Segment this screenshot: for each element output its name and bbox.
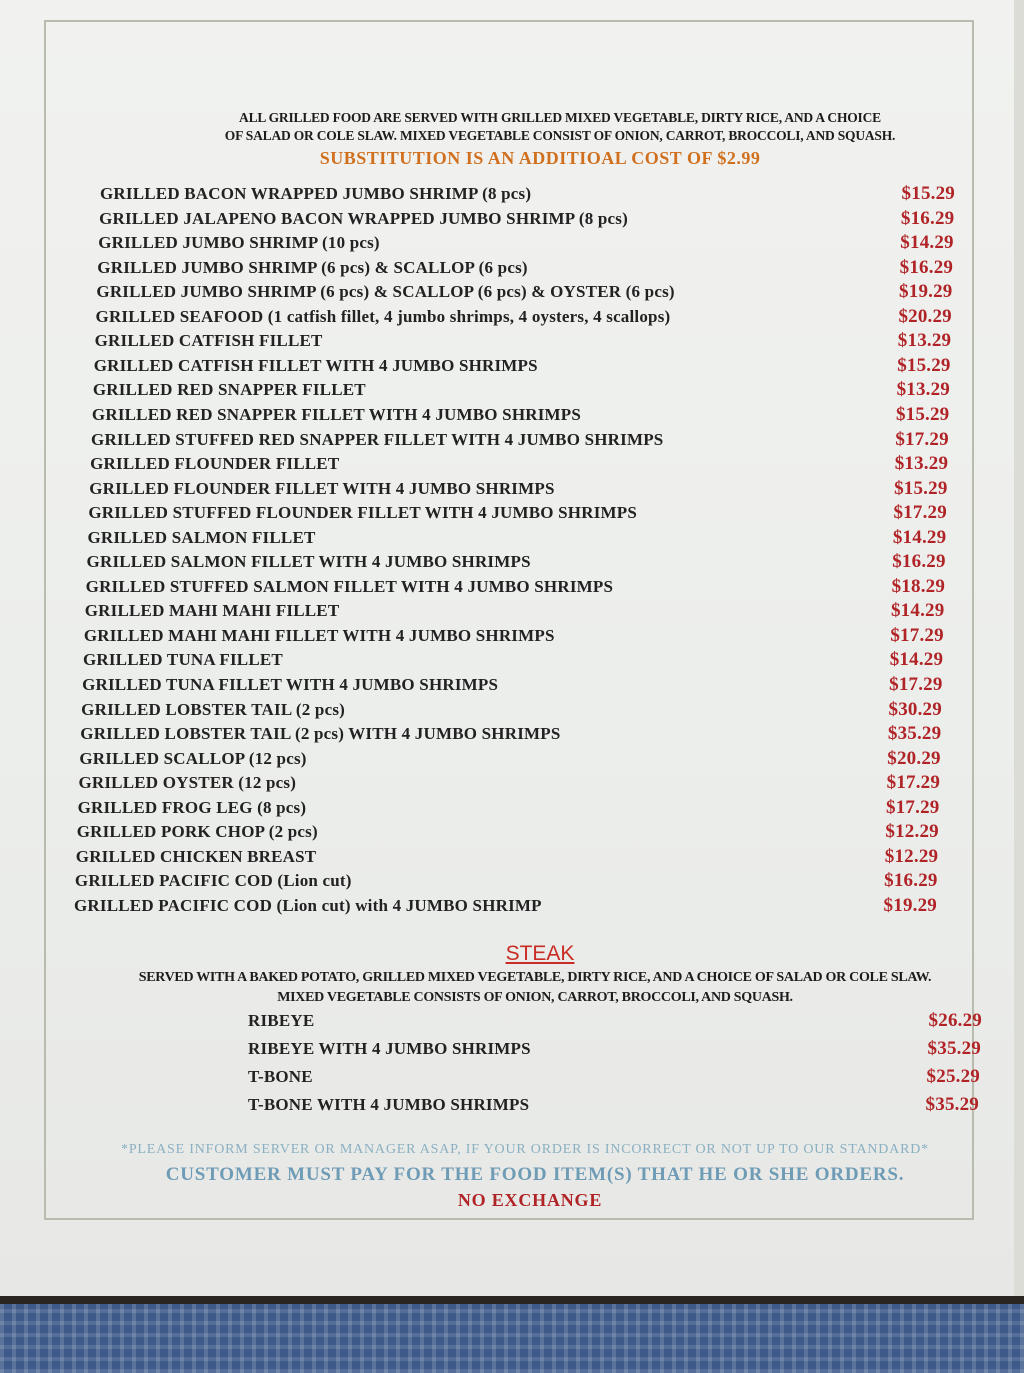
menu-item-row: [95, 330, 952, 352]
menu-item-row: [84, 625, 944, 647]
menu-item-name: GRILLED RED SNAPPER FILLET WITH 4 JUMBO SHRIMPS: [91, 404, 582, 424]
steak-item-row: [248, 1010, 982, 1032]
menu-item-row: [77, 821, 939, 843]
menu-item-name: GRILLED FLOUNDER FILLET: [90, 454, 340, 474]
menu-item-price: $12.29: [885, 821, 939, 843]
menu-item-name: GRILLED CATFISH FILLET: [94, 331, 323, 351]
menu-item-row: [96, 281, 952, 303]
menu-item-price: $15.29: [897, 354, 951, 376]
menu-item-row: [78, 772, 940, 794]
steak-item-row: [248, 1038, 981, 1060]
menu-item-price: $16.29: [884, 870, 938, 892]
steak-item-price: $35.29: [927, 1038, 981, 1059]
menu-item-name: GRILLED JUMBO SHRIMP (6 pcs) & SCALLOP (6 pcs): [97, 257, 528, 277]
menu-item-row: [81, 699, 942, 721]
menu-item-price: $14.29: [892, 526, 947, 548]
menu-item-price: $20.29: [898, 305, 952, 327]
steak-item-row: [248, 1066, 980, 1088]
menu-item-name: GRILLED PACIFIC COD (Lion cut) with 4 JUMBO SHRIMP: [74, 895, 542, 915]
menu-item-name: GRILLED TUNA FILLET: [82, 650, 283, 670]
menu-item-price: $17.29: [889, 674, 943, 695]
menu-item-row: [87, 551, 946, 573]
menu-item-row: [100, 183, 955, 205]
menu-item-name: GRILLED CATFISH FILLET WITH 4 JUMBO SHRIMPS: [93, 355, 538, 375]
menu-item-price: $14.29: [900, 232, 954, 254]
menu-item-name: GRILLED TUNA FILLET WITH 4 JUMBO SHRIMPS: [82, 675, 499, 694]
menu-item-name: GRILLED CHICKEN BREAST: [75, 846, 317, 866]
menu-item-name: GRILLED LOBSTER TAIL (2 pcs): [81, 699, 345, 719]
menu-item-row: [96, 306, 952, 328]
steak-item-name: T-BONE WITH 4 JUMBO SHRIMPS: [248, 1095, 530, 1114]
menu-item-name: GRILLED PACIFIC COD (Lion cut): [74, 871, 352, 891]
menu-item-row: [86, 576, 945, 598]
menu-item-row: [82, 674, 943, 696]
menu-item-row: [98, 232, 954, 254]
steak-item-row: [248, 1094, 979, 1116]
menu-item-price: $19.29: [899, 281, 953, 303]
menu-item-row: [90, 453, 948, 475]
menu-item-price: $16.29: [900, 207, 955, 229]
menu-item-price: $30.29: [888, 698, 942, 720]
menu-item-name: GRILLED STUFFED SALMON FILLET WITH 4 JUMBO SHRIMPS: [85, 576, 614, 596]
steak-item-price: $26.29: [928, 1010, 982, 1031]
steak-intro-line-1: SERVED WITH A BAKED POTATO, GRILLED MIXED VEGETABLE, DIRTY RICE, AND A CHOICE OF SALAD OR COLE SLAW.: [138, 970, 932, 985]
menu-item-name: GRILLED MAHI MAHI FILLET: [84, 601, 340, 621]
menu-item-name: GRILLED RED SNAPPER FILLET: [92, 380, 366, 400]
steak-item-name: RIBEYE WITH 4 JUMBO SHRIMPS: [248, 1039, 531, 1058]
menu-item-row: [79, 748, 940, 770]
menu-item-price: $17.29: [895, 428, 949, 450]
menu-item-price: $15.29: [895, 403, 950, 425]
menu-item-price: $13.29: [894, 453, 949, 475]
menu-item-price: $35.29: [887, 723, 942, 745]
menu-item-row: [80, 723, 941, 745]
menu-item-name: GRILLED OYSTER (12 pcs): [78, 773, 297, 793]
menu-item-name: GRILLED STUFFED RED SNAPPER FILLET WITH 4 JUMBO SHRIMPS: [91, 429, 664, 449]
steak-item-name: RIBEYE: [248, 1011, 315, 1030]
menu-item-row: [88, 502, 947, 524]
menu-item-name: GRILLED JUMBO SHRIMP (6 pcs) & SCALLOP (6 pcs) & OYSTER (6 pcs): [96, 282, 675, 302]
menu-item-row: [89, 478, 947, 500]
menu-item-row: [93, 379, 950, 401]
footer-no-exchange: NO EXCHANGE: [457, 1190, 603, 1210]
menu-item-price: $20.29: [887, 747, 941, 769]
menu-item-name: GRILLED LOBSTER TAIL (2 pcs) WITH 4 JUMBO SHRIMPS: [80, 724, 561, 744]
table-cloth: [0, 1296, 1024, 1373]
menu-item-name: GRILLED PORK CHOP (2 pcs): [76, 822, 318, 842]
substitution-note: SUBSTITUTION IS AN ADDITIOAL COST OF $2.99: [319, 148, 761, 168]
menu-item-row: [74, 895, 937, 917]
menu-item-price: $18.29: [891, 575, 946, 597]
menu-item-price: $13.29: [896, 379, 951, 401]
menu-item-name: GRILLED SEAFOOD (1 catfish fillet, 4 jumbo shrimps, 4 oysters, 4 scallops): [95, 306, 671, 326]
menu-item-name: GRILLED MAHI MAHI FILLET WITH 4 JUMBO SHRIMPS: [83, 625, 555, 645]
menu-item-row: [92, 404, 949, 426]
menu-item-row: [75, 870, 938, 892]
menu-item-price: $17.29: [893, 502, 947, 524]
steak-section-title: STEAK: [505, 942, 575, 965]
menu-item-name: GRILLED FLOUNDER FILLET WITH 4 JUMBO SHRIMPS: [89, 478, 555, 498]
menu-item-name: GRILLED FROG LEG (8 pcs): [77, 797, 307, 817]
menu-item-price: $14.29: [889, 649, 944, 671]
menu-item-name: GRILLED STUFFED FLOUNDER FILLET WITH 4 JUMBO SHRIMPS: [88, 503, 638, 523]
intro-line-1: ALL GRILLED FOOD ARE SERVED WITH GRILLED MIXED VEGETABLE, DIRTY RICE, AND A CHOICE: [239, 110, 881, 125]
intro-line-2: OF SALAD OR COLE SLAW. MIXED VEGETABLE CONSIST OF ONION, CARROT, BROCCOLI, AND SQUASH.: [224, 128, 896, 143]
menu-item-price: $12.29: [884, 845, 939, 867]
menu-item-row: [85, 600, 945, 622]
steak-item-name: T-BONE: [248, 1067, 313, 1086]
menu-item-name: GRILLED JALAPENO BACON WRAPPED JUMBO SHRIMP (8 pcs): [99, 208, 628, 228]
menu-item-row: [99, 208, 954, 230]
menu-item-name: GRILLED JUMBO SHRIMP (10 pcs): [98, 233, 380, 253]
steak-item-price: $25.29: [926, 1066, 980, 1087]
menu-item-row: [87, 527, 946, 549]
menu-item-name: GRILLED SCALLOP (12 pcs): [79, 748, 307, 768]
menu-item-price: $13.29: [897, 330, 952, 352]
steak-item-price: $35.29: [925, 1094, 979, 1115]
menu-item-price: $17.29: [886, 796, 940, 818]
menu-item-price: $14.29: [890, 600, 945, 622]
menu-item-name: GRILLED SALMON FILLET: [87, 527, 316, 547]
menu-item-price: $17.29: [886, 772, 941, 794]
steak-intro-line-2: MIXED VEGETABLE CONSISTS OF ONION, CARROT, BROCCOLI, AND SQUASH.: [277, 990, 793, 1005]
menu-item-price: $19.29: [883, 894, 937, 916]
menu-item-price: $15.29: [894, 477, 948, 499]
menu-item-row: [97, 257, 953, 279]
menu-item-price: $15.29: [901, 183, 955, 204]
menu-item-row: [83, 649, 943, 671]
menu-item-name: GRILLED BACON WRAPPED JUMBO SHRIMP (8 pcs): [100, 184, 532, 203]
menu-item-row: [78, 797, 940, 819]
menu-item-name: GRILLED SALMON FILLET WITH 4 JUMBO SHRIMPS: [86, 552, 531, 572]
menu-item-price: $16.29: [892, 551, 946, 573]
footer-notice: *PLEASE INFORM SERVER OR MANAGER ASAP, IF YOUR ORDER IS INCORRECT OR NOT UP TO OUR STANDARD*: [121, 1142, 929, 1157]
menu-item-row: [76, 846, 938, 868]
menu-item-price: $17.29: [890, 624, 944, 646]
footer-payment: CUSTOMER MUST PAY FOR THE FOOD ITEM(S) THAT HE OR SHE ORDERS.: [165, 1164, 905, 1185]
menu-item-row: [91, 429, 949, 451]
menu-item-price: $16.29: [899, 256, 954, 278]
menu-item-row: [94, 355, 951, 377]
